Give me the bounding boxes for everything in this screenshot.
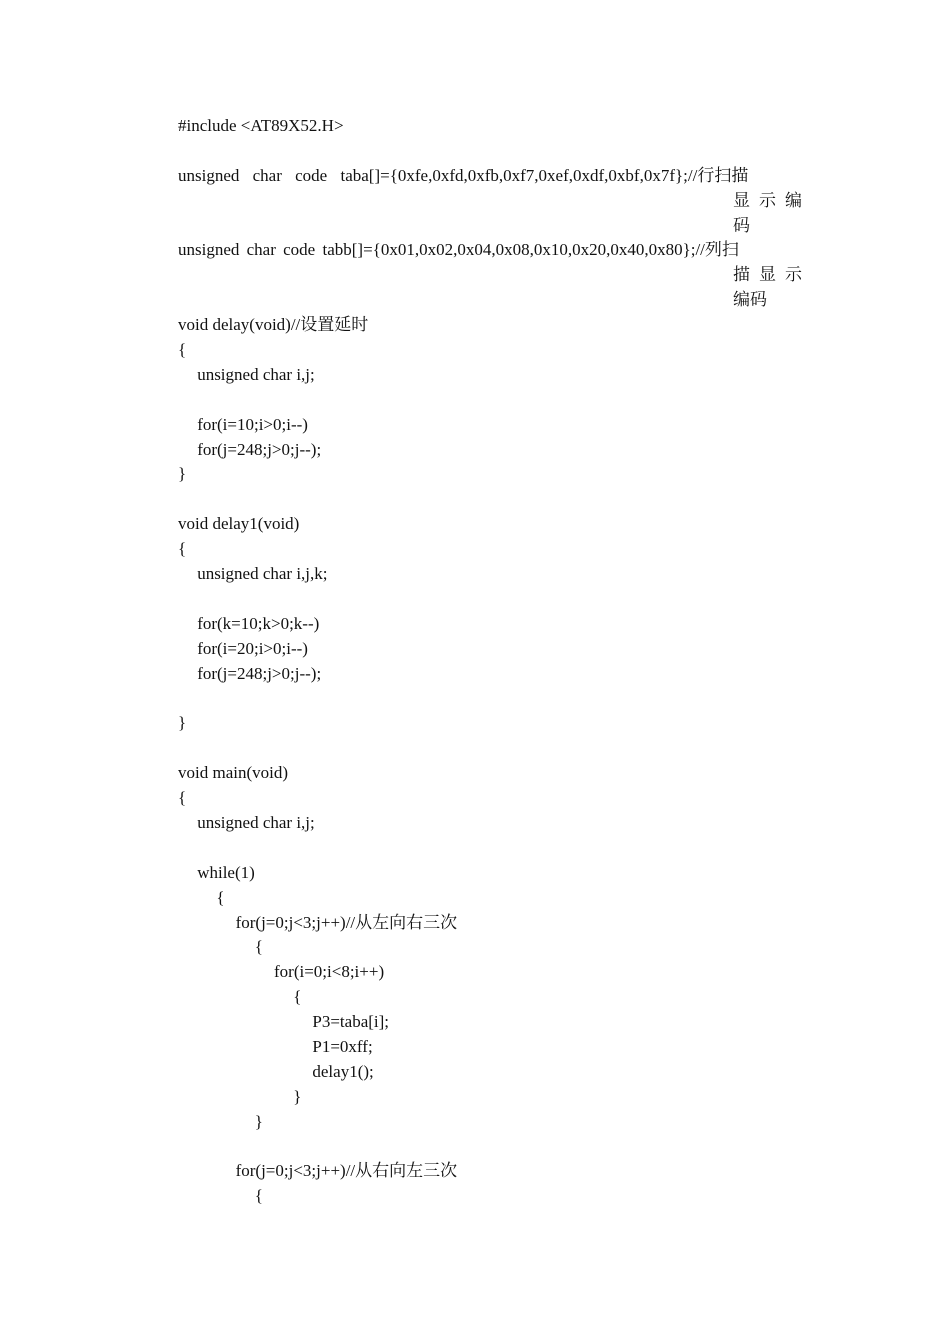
code-text: for(j=248;j>0;j--); [197,439,322,459]
code-text: { [216,887,225,907]
code-line [178,338,818,363]
code-line [178,811,818,836]
code-text: for(i=10;i>0;i--) [197,414,308,434]
code-text: for(j=0;j<3;j++)//从右向左三次 [235,1161,458,1181]
code-line [178,662,818,687]
code-line [178,1060,818,1085]
code-text: #include <AT89X52.H> [178,116,344,135]
code-line [178,1159,818,1184]
code-text: } [254,1111,263,1131]
code-line [178,736,818,761]
code-line [178,413,818,438]
code-line [178,960,818,985]
code-line [178,462,818,487]
code-text: { [254,1186,263,1206]
code-line [178,189,818,214]
code-line [178,512,818,537]
code-line [178,214,818,239]
code-line [178,263,818,288]
code-line [178,537,818,562]
code-text: } [178,464,187,484]
code-line [178,911,818,936]
code-line [178,1135,818,1160]
wrapped-comment-row: 显示编 [733,190,811,210]
code-line [178,761,818,786]
code-line [178,388,818,413]
code-line [178,313,818,338]
code-text: for(i=20;i>0;i--) [197,638,308,658]
code-text: void delay1(void) [178,514,300,534]
code-text: for(i=0;i<8;i++) [274,962,385,982]
code-text: void delay(void)//设置延时 [178,315,369,335]
code-text: unsigned char i,j; [197,812,315,832]
code-line [178,114,818,139]
code-text: void main(void) [178,763,289,783]
code-line [178,438,818,463]
code-line [178,935,818,960]
code-text: for(j=0;j<3;j++)//从左向右三次 [235,912,458,932]
code-line [178,139,818,164]
code-line [178,711,818,736]
code-text: { [254,937,263,957]
wrapped-comment-row: 码 [733,215,750,235]
code-text: for(j=248;j>0;j--); [197,663,322,683]
code-line [178,238,818,263]
code-line [178,487,818,512]
code-text: unsigned char i,j; [197,364,315,384]
code-text: P3=taba[i]; [312,1012,390,1032]
wrapped-comment [733,263,811,313]
code-line [178,1035,818,1060]
code-line [178,164,818,189]
code-text: for(k=10;k>0;k--) [197,613,320,633]
wrapped-comment-row: 描显示 [733,265,811,285]
code-text: unsigned char i,j,k; [197,564,328,584]
code-listing [178,114,818,1209]
code-line [178,612,818,637]
code-line [178,562,818,587]
code-text: } [178,713,187,733]
code-line [178,1085,818,1110]
code-line [178,1110,818,1135]
code-text: P1=0xff; [312,1036,373,1056]
code-line [178,1184,818,1209]
code-line [178,288,818,313]
code-line [178,686,818,711]
code-text: { [178,788,187,808]
wrapped-comment-row: 编码 [733,290,767,310]
code-text: unsigned char code tabb[]={0x01,0x02,0x04,0x08,0x10,0x20,0x40,0x80};//列扫 [178,240,739,260]
code-text: while(1) [197,862,255,882]
code-line [178,836,818,861]
code-line [178,886,818,911]
code-text: } [293,1086,302,1106]
code-text: { [293,987,302,1007]
code-line [178,861,818,886]
wrapped-comment [733,189,811,239]
code-text: { [178,539,187,559]
code-line [178,637,818,662]
code-line [178,363,818,388]
code-line [178,587,818,612]
code-line [178,786,818,811]
code-line [178,1010,818,1035]
code-text: delay1(); [312,1061,374,1081]
code-text: { [178,340,187,360]
code-line [178,985,818,1010]
code-text: unsigned char code taba[]={0xfe,0xfd,0xfb,0xf7,0xef,0xdf,0xbf,0x7f};//行扫描 [178,165,749,185]
